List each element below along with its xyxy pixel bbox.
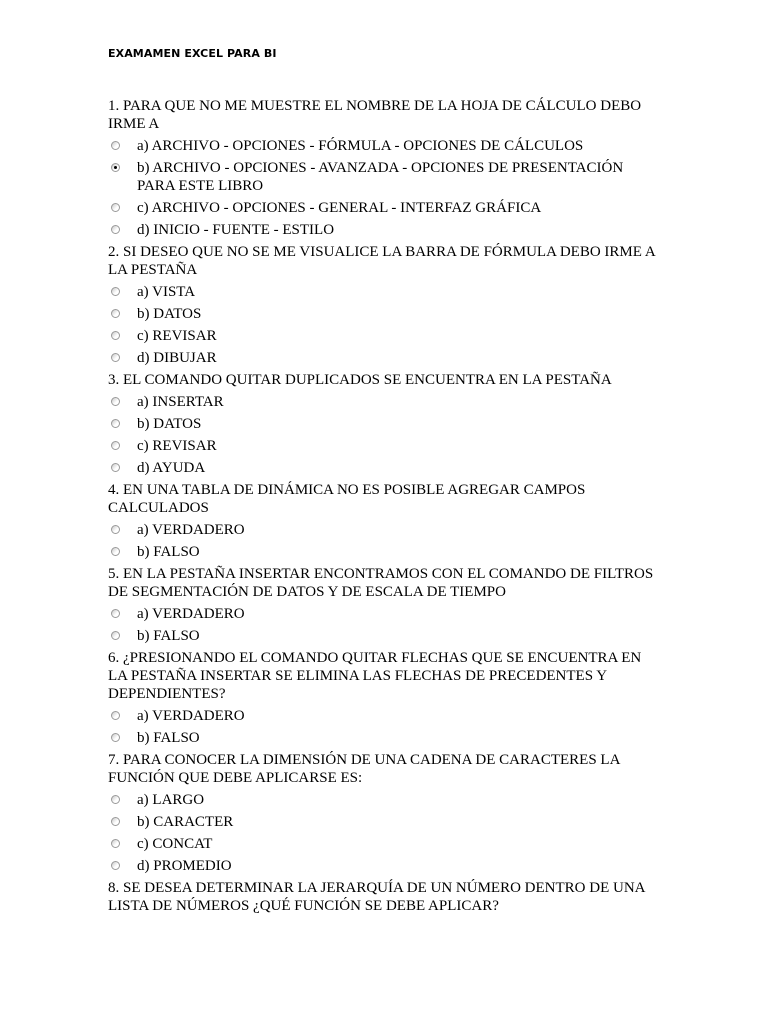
option-label: a) ARCHIVO - OPCIONES - FÓRMULA - OPCIONES DE CÁLCULOS: [137, 138, 584, 154]
question-text: 5. EN LA PESTAÑA INSERTAR ENCONTRAMOS CON EL COMANDO DE FILTROS DE SEGMENTACIÓN DE DATOS Y DE ESCALA DE TIEMPO: [108, 566, 654, 600]
radio-unchecked-icon[interactable]: [111, 795, 120, 804]
option-label: b) FALSO: [137, 730, 200, 746]
question-5: [108, 565, 660, 645]
option-label: c) REVISAR: [137, 438, 217, 454]
radio-unchecked-icon[interactable]: [111, 353, 120, 362]
radio-unchecked-icon[interactable]: [111, 525, 120, 534]
document-title: EXAMAMEN EXCEL PARA BI: [108, 47, 277, 60]
answer-option[interactable]: [108, 159, 660, 195]
option-label: a) VISTA: [137, 284, 196, 300]
answer-option[interactable]: [108, 835, 660, 853]
answer-option[interactable]: [108, 137, 660, 155]
option-label: d) INICIO - FUENTE - ESTILO: [137, 222, 335, 238]
answer-option[interactable]: [108, 707, 660, 725]
answer-option[interactable]: [108, 349, 660, 367]
answer-option[interactable]: [108, 791, 660, 809]
answer-option[interactable]: [108, 221, 660, 239]
answer-option[interactable]: [108, 543, 660, 561]
option-label: b) DATOS: [137, 416, 202, 432]
answer-option[interactable]: [108, 729, 660, 747]
option-label: a) INSERTAR: [137, 394, 224, 410]
question-text: 1. PARA QUE NO ME MUESTRE EL NOMBRE DE LA HOJA DE CÁLCULO DEBO IRME A: [108, 98, 642, 132]
question-7: [108, 751, 660, 875]
radio-unchecked-icon[interactable]: [111, 609, 120, 618]
question-text: 6. ¿PRESIONANDO EL COMANDO QUITAR FLECHAS QUE SE ENCUENTRA EN LA PESTAÑA INSERTAR SE ELIMINA LAS FLECHAS DE PRECEDENTES Y DEPENDIENTES?: [108, 650, 642, 702]
radio-unchecked-icon[interactable]: [111, 547, 120, 556]
option-label: d) PROMEDIO: [137, 858, 232, 874]
question-6: [108, 649, 660, 747]
option-label: c) REVISAR: [137, 328, 217, 344]
answer-option[interactable]: [108, 459, 660, 477]
question-1: [108, 97, 660, 239]
question-3: [108, 371, 660, 477]
answer-option[interactable]: [108, 415, 660, 433]
answer-option[interactable]: [108, 437, 660, 455]
question-text: 4. EN UNA TABLA DE DINÁMICA NO ES POSIBLE AGREGAR CAMPOS CALCULADOS: [108, 482, 586, 516]
answer-option[interactable]: [108, 813, 660, 831]
radio-unchecked-icon[interactable]: [111, 441, 120, 450]
radio-unchecked-icon[interactable]: [111, 839, 120, 848]
option-label: c) CONCAT: [137, 836, 213, 852]
option-label: b) FALSO: [137, 628, 200, 644]
question-8: [108, 879, 660, 915]
radio-checked-icon[interactable]: [111, 163, 120, 172]
option-label: b) CARACTER: [137, 814, 234, 830]
question-list: [108, 93, 660, 915]
option-label: b) ARCHIVO - OPCIONES - AVANZADA - OPCIONES DE PRESENTACIÓN PARA ESTE LIBRO: [137, 160, 624, 194]
answer-option[interactable]: [108, 521, 660, 539]
radio-unchecked-icon[interactable]: [111, 397, 120, 406]
answer-option[interactable]: [108, 627, 660, 645]
radio-unchecked-icon[interactable]: [111, 861, 120, 870]
option-label: c) ARCHIVO - OPCIONES - GENERAL - INTERFAZ GRÁFICA: [137, 200, 542, 216]
answer-option[interactable]: [108, 605, 660, 623]
radio-unchecked-icon[interactable]: [111, 419, 120, 428]
answer-option[interactable]: [108, 857, 660, 875]
question-text: 3. EL COMANDO QUITAR DUPLICADOS SE ENCUENTRA EN LA PESTAÑA: [108, 372, 612, 388]
radio-unchecked-icon[interactable]: [111, 463, 120, 472]
radio-unchecked-icon[interactable]: [111, 817, 120, 826]
option-label: b) FALSO: [137, 544, 200, 560]
radio-unchecked-icon[interactable]: [111, 225, 120, 234]
question-4: [108, 481, 660, 561]
answer-option[interactable]: [108, 305, 660, 323]
radio-unchecked-icon[interactable]: [111, 141, 120, 150]
answer-option[interactable]: [108, 283, 660, 301]
radio-unchecked-icon[interactable]: [111, 631, 120, 640]
option-label: a) LARGO: [137, 792, 205, 808]
radio-unchecked-icon[interactable]: [111, 287, 120, 296]
question-text: 8. SE DESEA DETERMINAR LA JERARQUÍA DE UN NÚMERO DENTRO DE UNA LISTA DE NÚMEROS ¿QUÉ FUNCIÓN SE DEBE APLICAR?: [108, 880, 645, 914]
option-label: a) VERDADERO: [137, 606, 245, 622]
answer-option[interactable]: [108, 393, 660, 411]
option-label: d) AYUDA: [137, 460, 206, 476]
radio-unchecked-icon[interactable]: [111, 331, 120, 340]
question-text: 2. SI DESEO QUE NO SE ME VISUALICE LA BARRA DE FÓRMULA DEBO IRME A LA PESTAÑA: [108, 244, 655, 278]
question-text: 7. PARA CONOCER LA DIMENSIÓN DE UNA CADENA DE CARACTERES LA FUNCIÓN QUE DEBE APLICARSE ES:: [108, 752, 620, 786]
option-label: b) DATOS: [137, 306, 202, 322]
answer-option[interactable]: [108, 327, 660, 345]
radio-unchecked-icon[interactable]: [111, 203, 120, 212]
radio-unchecked-icon[interactable]: [111, 733, 120, 742]
radio-unchecked-icon[interactable]: [111, 309, 120, 318]
radio-unchecked-icon[interactable]: [111, 711, 120, 720]
option-label: a) VERDADERO: [137, 522, 245, 538]
answer-option[interactable]: [108, 199, 660, 217]
option-label: d) DIBUJAR: [137, 350, 217, 366]
question-2: [108, 243, 660, 367]
option-label: a) VERDADERO: [137, 708, 245, 724]
